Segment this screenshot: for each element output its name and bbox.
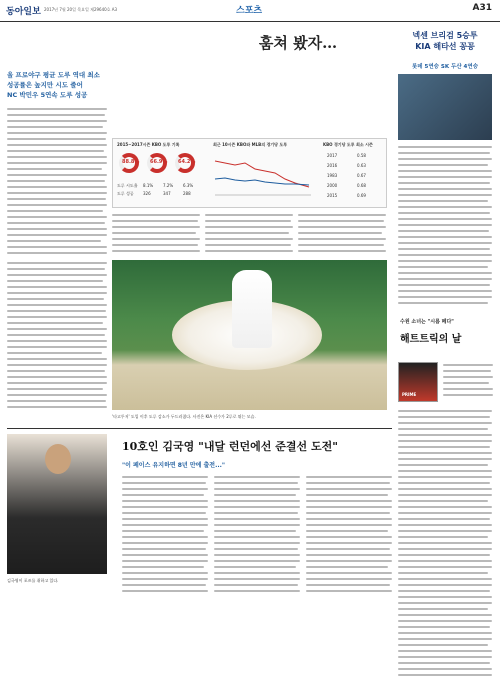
rank-2-value: 0.63: [357, 163, 366, 168]
rank-3-value: 0.67: [357, 173, 366, 178]
bottom-headline: 10호인 김국영 "내달 런던에선 준결선 도전": [122, 440, 338, 453]
right-headline-line1: 넥센 브리검 5승투: [412, 31, 478, 40]
chart-title: 최근 10시즌 KBO와 MLB의 경기당 도루: [213, 142, 288, 147]
photo-caption: '타고투저' 도입 이후 도루 감소가 두드러졌다. 사진은 KIA 선수가 2루로 뛰는 모습.: [112, 414, 256, 419]
stats-infobox: [112, 138, 387, 208]
golf-bunker-photo: [112, 260, 387, 410]
right-subhead: 롯데 5연승 SK 두산 4연승: [411, 64, 479, 70]
rank-4-year: 2000: [327, 183, 338, 188]
ratio-2015: 88.8%: [122, 159, 140, 165]
sponsor-ad: [398, 362, 438, 402]
row2-v2: 347: [163, 191, 171, 196]
row1-v1: 8.1%: [143, 183, 154, 188]
athlete-caption: 김국영이 포즈를 취하고 있다.: [7, 578, 59, 583]
story2-sub: 수원 소녀는 "시름 떼다": [400, 319, 454, 325]
story2-title: 해트트릭의 날: [400, 334, 462, 345]
main-headline: 훔쳐 봤자…: [258, 34, 338, 52]
right-headline: [396, 30, 494, 52]
section-title: 스포츠: [236, 6, 263, 16]
row2-v1: 326: [143, 191, 151, 196]
section-divider: [7, 428, 392, 429]
rank-1-value: 0.58: [357, 153, 366, 158]
rank-5-year: 2015: [327, 193, 338, 198]
issue-date: 2017년 7월 20일 목요일 제29640호 A3: [44, 7, 118, 12]
rank-title: KBO 경기당 도루 최소 시즌: [323, 142, 373, 147]
deck-line-3: NC 박민우 5연속 도루 성공: [7, 91, 88, 99]
athlete-head: [45, 444, 71, 474]
page-number: A31: [472, 3, 492, 13]
deck-line-2: 성공률은 높지만 시도 줄어: [7, 81, 83, 89]
infobox-title: 2015~2017시즌 KBO 도루 기록: [117, 142, 180, 147]
row1-v3: 6.3%: [183, 183, 194, 188]
ratio-2017: 64.2%: [178, 159, 196, 165]
ad-label: PRIME: [402, 392, 417, 397]
baseball-pitcher-photo: [398, 74, 492, 140]
row1-label: 도루 시도율: [117, 183, 138, 188]
golfer-figure: [232, 270, 272, 348]
ratio-2016: 66.9%: [150, 159, 168, 165]
masthead: [0, 0, 500, 22]
row2-label: 도루 성공: [117, 191, 134, 196]
rank-3-year: 1983: [327, 173, 338, 178]
kbo-series-line: [215, 161, 309, 187]
rank-5-value: 0.69: [357, 193, 366, 198]
mlb-series-line: [215, 178, 309, 185]
row1-v2: 7.2%: [163, 183, 174, 188]
right-headline-line2: KIA 해타선 꽁꽁: [415, 42, 475, 51]
newspaper-logo: 동아일보: [6, 7, 41, 17]
rank-4-value: 0.68: [357, 183, 366, 188]
rank-1-year: 2017: [327, 153, 338, 158]
athlete-photo: [7, 434, 107, 574]
row2-v3: 288: [183, 191, 191, 196]
bottom-subhead: "이 페이스 유지하면 8년 만에 출전...": [122, 462, 226, 469]
trend-chart: [213, 151, 313, 201]
deck-line-1: 올 프로야구 평균 도루 역대 최소: [7, 71, 100, 79]
rank-2-year: 2016: [327, 163, 338, 168]
